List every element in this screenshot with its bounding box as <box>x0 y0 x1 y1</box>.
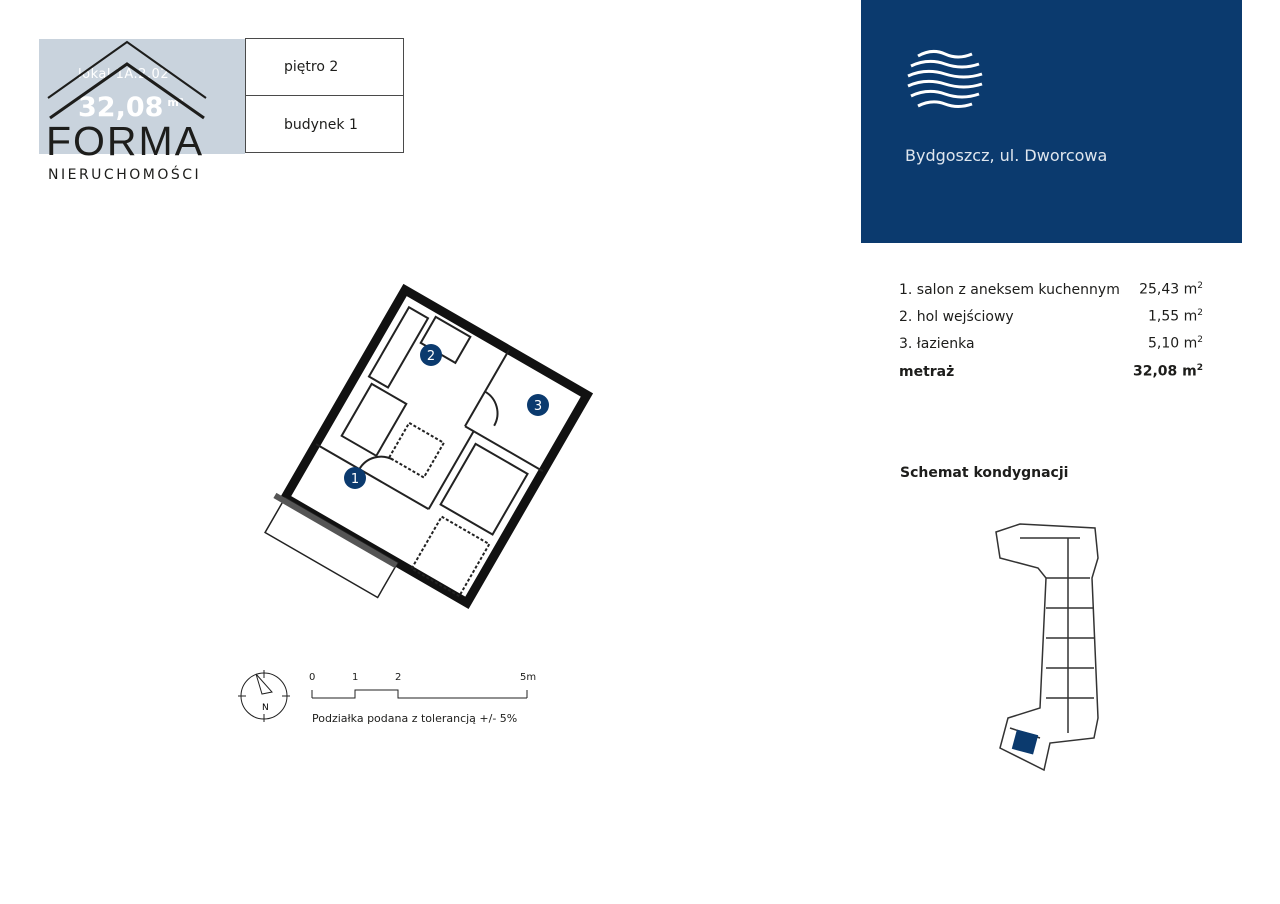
unit-number: lokal 1A.2.02 <box>78 67 170 82</box>
room-row <box>899 303 1203 330</box>
room-area: 1,55 $m^2$ <box>1148 308 1203 325</box>
unit-highlight <box>1012 729 1038 754</box>
scale-tick: 0 <box>309 672 316 683</box>
total-row <box>899 358 1203 385</box>
brand-address: Bydgoszcz, ul. Dworcowa <box>905 146 1108 165</box>
schema-title: Schemat kondygnacji <box>900 465 1069 481</box>
scale-note: Podziałka podana z tolerancją +/- 5% <box>312 712 518 725</box>
room-list <box>899 276 1203 385</box>
brand-panel <box>861 0 1242 243</box>
total-area: 32,08 $m^2$ <box>1132 363 1203 380</box>
building-schema <box>990 518 1110 778</box>
room-marker-label: 3 <box>533 399 543 414</box>
wave-emblem-icon <box>906 42 986 122</box>
info-table <box>245 38 404 153</box>
building-cell: budynek 1 <box>284 116 358 133</box>
logo-subtitle: NIERUCHOMOŚCI <box>48 167 202 183</box>
room-area: 25,43 $m^2$ <box>1139 281 1203 298</box>
room-marker-label: 2 <box>426 349 436 364</box>
total-label: metraż <box>899 363 955 380</box>
room-area: 5,10 $m^2$ <box>1148 335 1203 352</box>
room-name: 3. łazienka <box>899 335 975 352</box>
room-name: 2. hol wejściowy <box>899 308 1014 325</box>
room-row <box>899 330 1203 357</box>
room-name: 1. salon z aneksem kuchennym <box>899 281 1120 298</box>
floor-cell: piętro 2 <box>246 39 403 96</box>
floor-plan <box>222 262 632 662</box>
north-label: N <box>262 703 269 713</box>
scale-tick: 5m <box>520 672 537 683</box>
unit-area: 32,08 $^{m^2}$ <box>78 92 184 123</box>
scale-tick: 1 <box>352 672 359 683</box>
logo-wordmark: FORMA <box>46 118 205 164</box>
room-row <box>899 276 1203 303</box>
scale-tick: 2 <box>395 672 402 683</box>
room-marker-label: 1 <box>350 472 360 487</box>
